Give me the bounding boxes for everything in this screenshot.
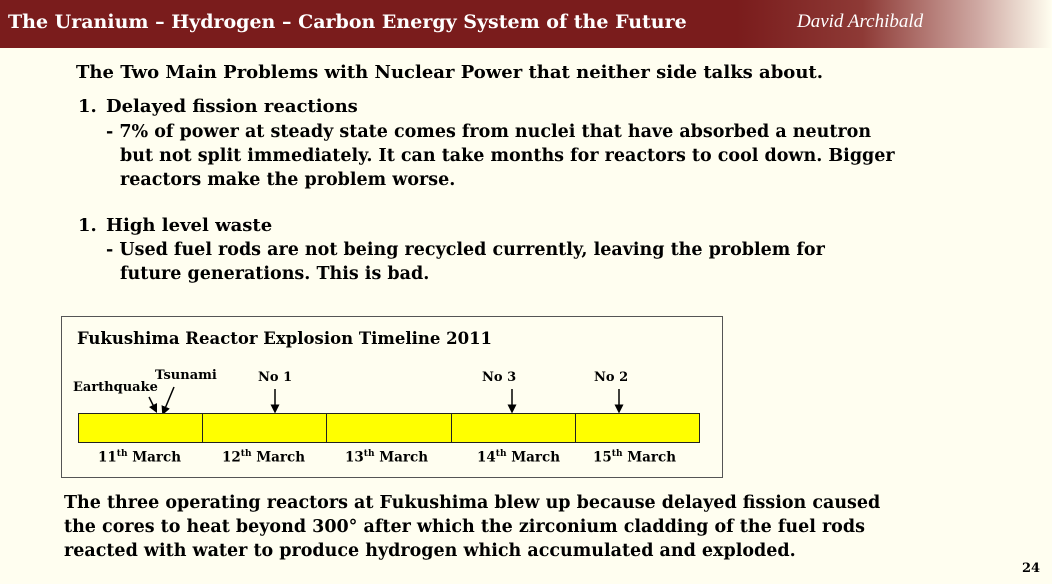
timeline-day-segment bbox=[79, 414, 203, 442]
slide-title: The Uranium – Hydrogen – Carbon Energy System of the Future bbox=[8, 11, 687, 33]
event-earthquake-label: Earthquake bbox=[73, 380, 158, 395]
problem-title-text: Delayed fission reactions bbox=[106, 96, 358, 117]
conclusion-line: The three operating reactors at Fukushima blew up because delayed fission caused bbox=[64, 493, 881, 513]
timeline-bar bbox=[78, 413, 700, 443]
conclusion-line: the cores to heat beyond 300° after which the zirconium cladding of the fuel rods bbox=[64, 517, 865, 537]
problem-line: - Used fuel rods are not being recycled currently, leaving the problem for bbox=[106, 240, 825, 260]
timeline-day-segment bbox=[203, 414, 327, 442]
problem-title-high-level-waste bbox=[78, 215, 272, 236]
event-no1-label: No 1 bbox=[258, 370, 293, 385]
timeline-title: Fukushima Reactor Explosion Timeline 2011 bbox=[77, 329, 493, 348]
problem-description-delayed-fission bbox=[106, 120, 926, 192]
event-no3-label: No 3 bbox=[482, 370, 517, 385]
problem-line: reactors make the problem worse. bbox=[120, 170, 456, 190]
problem-title-text: High level waste bbox=[106, 215, 273, 236]
tsunami-arrow bbox=[164, 387, 174, 411]
day-label-15-march: 15th March bbox=[593, 449, 677, 466]
section-heading: The Two Main Problems with Nuclear Power that neither side talks about. bbox=[76, 62, 823, 83]
earthquake-arrow bbox=[149, 397, 155, 409]
day-label-14-march: 14th March bbox=[477, 449, 561, 466]
day-label-13-march: 13th March bbox=[345, 449, 429, 466]
day-label-11-march: 11th March bbox=[98, 449, 182, 466]
problem-number: 1. bbox=[78, 215, 97, 236]
page-number: 24 bbox=[1022, 561, 1041, 576]
problem-number: 1. bbox=[78, 96, 97, 117]
timeline-day-segment bbox=[576, 414, 699, 442]
problem-description-high-level-waste bbox=[106, 238, 926, 286]
event-tsunami-label: Tsunami bbox=[155, 368, 217, 383]
problem-line: - 7% of power at steady state comes from nuclei that have absorbed a neutron bbox=[106, 122, 872, 142]
problem-line: but not split immediately. It can take months for reactors to cool down. Bigger bbox=[120, 146, 895, 166]
timeline-day-segment bbox=[452, 414, 576, 442]
slide-header-bar bbox=[0, 0, 1052, 48]
problem-line: future generations. This is bad. bbox=[120, 264, 430, 284]
conclusion-line: reacted with water to produce hydrogen which accumulated and exploded. bbox=[64, 541, 796, 561]
event-no2-label: No 2 bbox=[594, 370, 629, 385]
author-name: David Archibald bbox=[797, 11, 924, 32]
fukushima-timeline-figure bbox=[61, 316, 723, 478]
conclusion-paragraph bbox=[64, 491, 880, 563]
timeline-day-segment bbox=[327, 414, 451, 442]
problem-title-delayed-fission bbox=[78, 96, 358, 117]
day-label-12-march: 12th March bbox=[222, 449, 306, 466]
